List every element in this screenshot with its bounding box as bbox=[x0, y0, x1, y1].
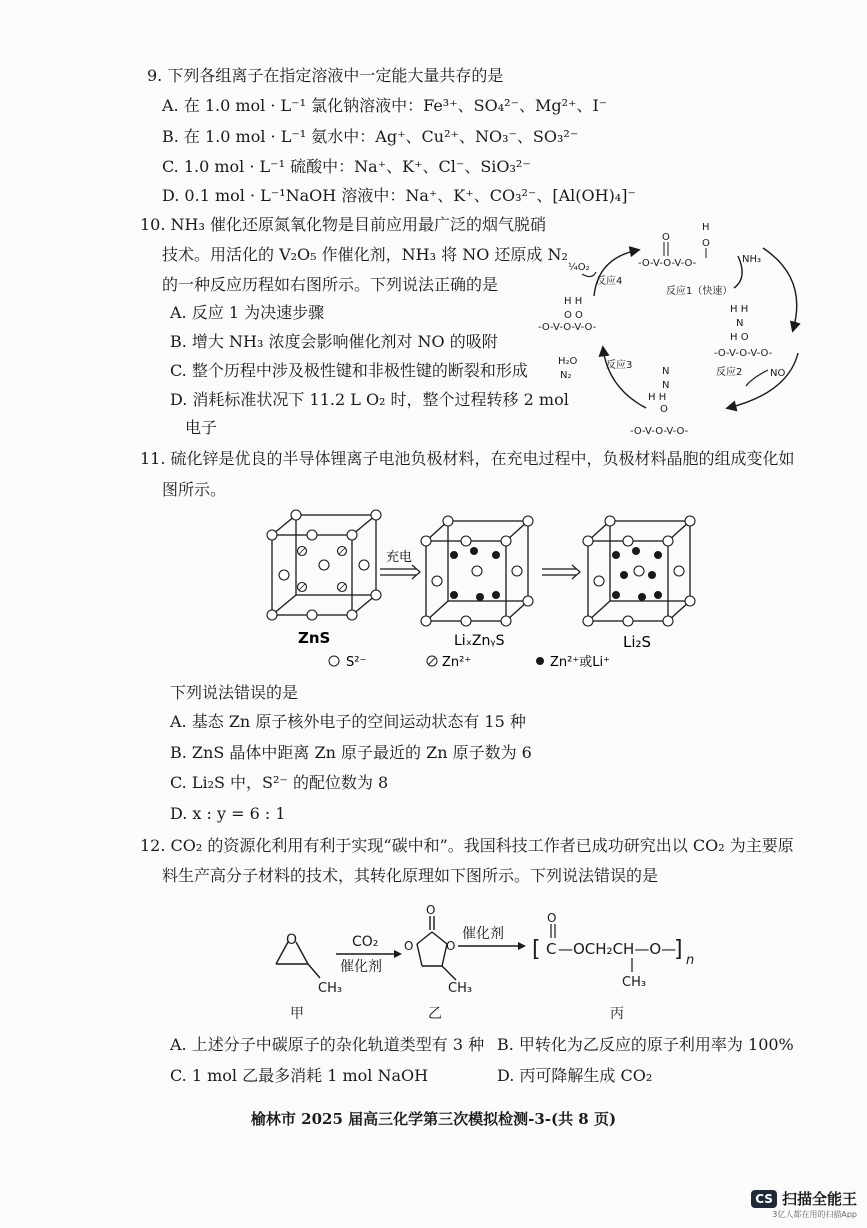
q10-option-c: C. 整个历程中涉及极性键和非极性键的断裂和形成 bbox=[170, 361, 528, 380]
camscanner-logo-icon: CS bbox=[751, 1190, 777, 1208]
lixznys-label: LiₓZnᵧS bbox=[454, 633, 505, 649]
svg-text:O: O bbox=[702, 238, 710, 249]
q10-option-d: D. 消耗标准状况下 11.2 L O₂ 时，整个过程转移 2 mol bbox=[170, 390, 569, 409]
q10-option-d-cont: 电子 bbox=[185, 418, 218, 437]
no-label: NO bbox=[770, 368, 786, 379]
svg-text:O: O bbox=[426, 903, 436, 917]
charge-arrow-label: 充电 bbox=[386, 550, 413, 565]
polymer-n: n bbox=[686, 953, 695, 968]
q10-option-b: B. 增大 NH₃ 浓度会影响催化剂对 NO 的吸附 bbox=[170, 332, 498, 351]
nh3-label: NH₃ bbox=[742, 254, 762, 265]
page-footer: 榆林市 2025 届高三化学第三次模拟检测-3-(共 8 页) bbox=[250, 1110, 617, 1128]
legend-zn-li: Zn²⁺或Li⁺ bbox=[550, 655, 610, 670]
catalyst-chain-top: -O-V-O-V-O- bbox=[638, 258, 697, 269]
o2-label: ¼O₂ bbox=[568, 262, 590, 273]
svg-text:C: C bbox=[546, 940, 557, 958]
label-jia: 甲 bbox=[290, 1006, 304, 1022]
q10-stem-line1: 10. NH₃ 催化还原氮氧化物是目前应用最广泛的烟气脱硝 bbox=[140, 215, 546, 234]
q9-option-d: D. 0.1 mol · L⁻¹NaOH 溶液中：Na⁺、K⁺、CO₃²⁻、[Al(OH)₄]⁻ bbox=[162, 186, 636, 205]
q11-stem-line2: 图所示。 bbox=[162, 480, 227, 499]
q9-option-c: C. 1.0 mol · L⁻¹ 硫酸中：Na⁺、K⁺、Cl⁻、SiO₃²⁻ bbox=[162, 157, 531, 176]
svg-text:N: N bbox=[662, 380, 670, 391]
svg-text:[: [ bbox=[532, 937, 541, 962]
svg-text:]: ] bbox=[674, 937, 683, 962]
q9-stem: 9. 下列各组离子在指定溶液中一定能大量共存的是 bbox=[147, 66, 504, 85]
q10-stem-line2: 技术。用活化的 V₂O₅ 作催化剂，NH₃ 将 NO 还原成 N₂ bbox=[162, 245, 568, 264]
q9-option-a: A. 在 1.0 mol · L⁻¹ 氯化钠溶液中：Fe³⁺、SO₄²⁻、Mg²⁺、I⁻ bbox=[162, 96, 608, 115]
catalyst-2: 催化剂 bbox=[462, 926, 504, 942]
q12-option-b: B. 甲转化为乙反应的原子利用率为 100% bbox=[497, 1035, 794, 1054]
ch3-jia: CH₃ bbox=[318, 981, 343, 996]
q12-option-a: A. 上述分子中碳原子的杂化轨道类型有 3 种 bbox=[170, 1035, 485, 1054]
svg-text:N: N bbox=[662, 366, 670, 377]
q12-stem-line2: 料生产高分子材料的技术，其转化原理如下图所示。下列说法错误的是 bbox=[162, 866, 659, 885]
reaction-cycle-diagram bbox=[538, 218, 838, 448]
reaction-4-label: 反应4 bbox=[596, 276, 623, 287]
polymer-chain: —OCH₂CH—O— bbox=[558, 940, 677, 958]
ch3-bing: CH₃ bbox=[622, 975, 647, 990]
q12-stem-line1: 12. CO₂ 的资源化利用有利于实现“碳中和”。我国科技工作者已成功研究出以 CO₂ 为主要原 bbox=[140, 836, 794, 855]
svg-text:O: O bbox=[446, 939, 456, 953]
q11-option-b: B. ZnS 晶体中距离 Zn 原子最近的 Zn 原子数为 6 bbox=[170, 743, 532, 762]
svg-text:O: O bbox=[404, 939, 414, 953]
zns-label: ZnS bbox=[298, 629, 331, 647]
scanner-watermark bbox=[751, 1188, 857, 1220]
q11-stem-line1: 11. 硫化锌是优良的半导体锂离子电池负极材料，在充电过程中，负极材料晶胞的组成变化如 bbox=[140, 449, 795, 468]
q10-option-a: A. 反应 1 为决速步骤 bbox=[170, 303, 325, 322]
catalyst-chain-bottom: -O-V-O-V-O- bbox=[630, 426, 689, 437]
watermark-sub: 3亿人都在用的扫描App bbox=[772, 1210, 857, 1219]
catalyst-1: 催化剂 bbox=[340, 959, 382, 975]
svg-text:O: O bbox=[547, 911, 557, 925]
svg-text:O O: O O bbox=[564, 310, 583, 321]
q12-option-c: C. 1 mol 乙最多消耗 1 mol NaOH bbox=[170, 1066, 429, 1085]
svg-text:O: O bbox=[662, 232, 670, 243]
n2-label: N₂ bbox=[560, 370, 572, 381]
reaction-3-label: 反应3 bbox=[606, 360, 633, 371]
svg-text:O: O bbox=[660, 404, 668, 415]
q11-option-c: C. Li₂S 中，S²⁻ 的配位数为 8 bbox=[170, 773, 389, 792]
svg-text:O: O bbox=[286, 932, 298, 948]
q10-stem-line3: 的一种反应历程如右图所示。下列说法正确的是 bbox=[162, 275, 499, 294]
li2s-label: Li₂S bbox=[623, 633, 652, 651]
q11-option-a: A. 基态 Zn 原子核外电子的空间运动状态有 15 种 bbox=[170, 712, 526, 731]
catalyst-chain-left: -O-V-O-V-O- bbox=[538, 322, 597, 333]
svg-text:H: H bbox=[702, 222, 710, 233]
reaction-1-label: 反应1（快速） bbox=[666, 286, 733, 297]
svg-text:H H: H H bbox=[564, 296, 583, 307]
co2-conversion-scheme bbox=[262, 900, 712, 1025]
label-yi: 乙 bbox=[428, 1006, 442, 1022]
q11-ask: 下列说法错误的是 bbox=[170, 683, 299, 702]
watermark-name: 扫描全能王 bbox=[781, 1190, 857, 1208]
q11-option-d: D. x : y = 6 : 1 bbox=[170, 804, 286, 823]
label-bing: 丙 bbox=[610, 1006, 624, 1022]
ch3-yi: CH₃ bbox=[448, 981, 473, 996]
catalyst-chain-right: -O-V-O-V-O- bbox=[714, 348, 773, 359]
crystal-cells-figure bbox=[258, 505, 708, 680]
svg-text:H O: H O bbox=[730, 332, 749, 343]
q9-option-b: B. 在 1.0 mol · L⁻¹ 氨水中：Ag⁺、Cu²⁺、NO₃⁻、SO₃²⁻ bbox=[162, 127, 579, 146]
legend-s2: S²⁻ bbox=[346, 655, 367, 670]
q12-option-d: D. 丙可降解生成 CO₂ bbox=[497, 1066, 653, 1085]
legend-zn2: Zn²⁺ bbox=[442, 655, 472, 670]
reaction-2-label: 反应2 bbox=[716, 367, 743, 378]
svg-text:N: N bbox=[736, 318, 744, 329]
h2o-label: H₂O bbox=[558, 356, 578, 367]
svg-text:H H: H H bbox=[648, 392, 667, 403]
co2-label: CO₂ bbox=[352, 934, 379, 950]
svg-text:H H: H H bbox=[730, 304, 749, 315]
